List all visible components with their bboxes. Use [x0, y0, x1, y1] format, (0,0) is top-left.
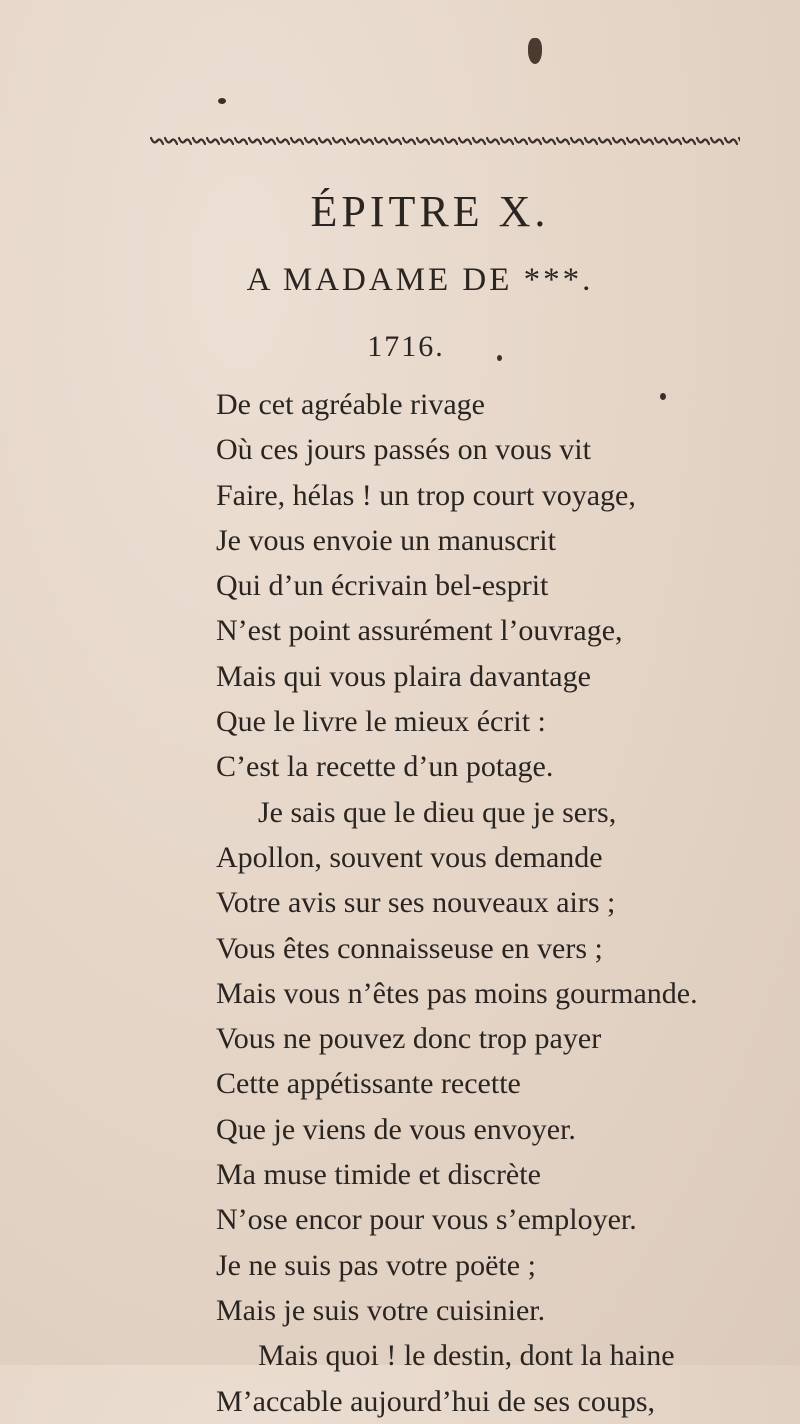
poem-line: Je vous envoie un manuscrit [216, 523, 556, 557]
poem-line: M’accable aujourd’hui de ses coups, [216, 1384, 656, 1418]
poem-line: De cet agréable rivage [216, 388, 485, 421]
poem-line: N’ose encor pour vous s’employer. [216, 1203, 637, 1237]
poem-line: Mais qui vous plaira davantage [216, 659, 591, 693]
poem-line: Où ces jours passés on vous vit [216, 433, 591, 467]
poem-line: Ma muse timide et discrète [216, 1158, 541, 1192]
poem-line: Vous êtes connaisseuse en vers ; [216, 931, 603, 965]
ink-speck [528, 38, 542, 64]
ink-speck [218, 98, 226, 104]
poem-line: Mais quoi ! le destin, dont la haine [258, 1339, 675, 1373]
poem-line: Que le livre le mieux écrit : [216, 705, 546, 739]
poem-line: Qui d’un écrivain bel-esprit [216, 569, 549, 603]
ornament-rule [150, 134, 740, 148]
poem-line: Que je viens de vous envoyer. [216, 1112, 576, 1146]
year: 1716. [367, 330, 445, 363]
poem-line: Je sais que le dieu que je sers, [258, 795, 617, 829]
page-title: ÉPITRE X. [310, 187, 550, 236]
dedication: A MADAME DE ***. [246, 262, 594, 298]
poem-line: Vous ne pouvez donc trop payer [216, 1022, 602, 1056]
poem-line: Cette appétissante recette [216, 1067, 521, 1101]
poem-line: Je ne suis pas votre poëte ; [216, 1248, 536, 1282]
poem-line: Mais je suis votre cuisinier. [216, 1293, 546, 1327]
poem-line: Mais vous n’êtes pas moins gourmande. [216, 976, 698, 1010]
poem-line: Faire, hélas ! un trop court voyage, [216, 478, 636, 512]
poem-line: Votre avis sur ses nouveaux airs ; [216, 886, 616, 920]
poem-line: N’est point assurément l’ouvrage, [216, 614, 623, 648]
poem [216, 382, 776, 1424]
poem-line: C’est la recette d’un potage. [216, 750, 554, 784]
poem-line: Apollon, souvent vous demande [216, 840, 603, 874]
